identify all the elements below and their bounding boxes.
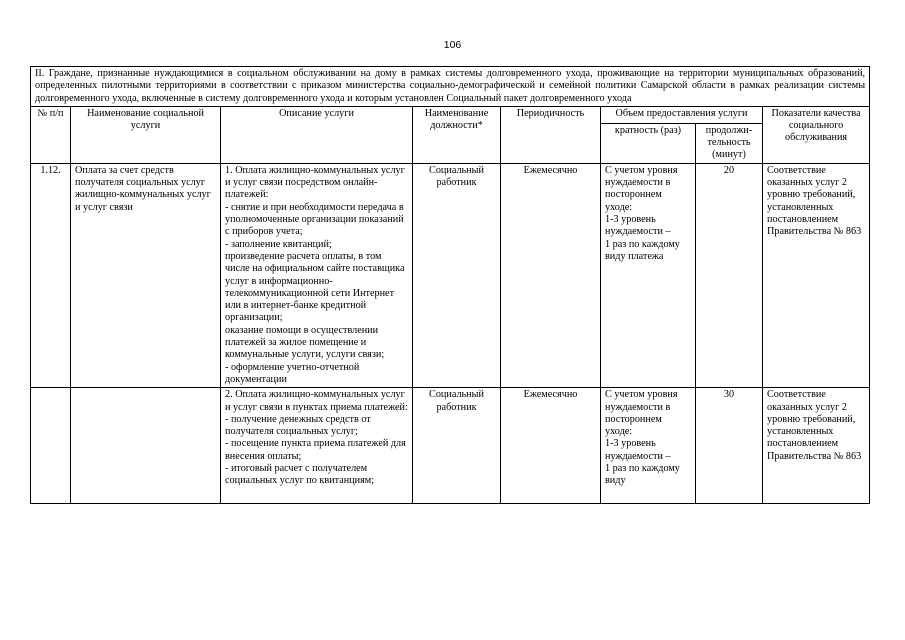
header-duration: продолжи-тельность (минут) [696,123,763,163]
row-description: 2. Оплата жилищно-коммунальных услуг и услуг связи в пунктах приема платежей: - получение денежных средств от получателя социальных услуг; - посещение пункта приема платежей для внесения оплаты; - итоговый расчет с получателем социальных услуг по квитанциям; [221,388,413,504]
header-row-1 [31,106,870,123]
header-position: Наименование должности* [413,106,501,163]
header-volume: Объем предоставления услуги [601,106,763,123]
row-periodicity: Ежемесячно [501,388,601,504]
services-table [30,66,870,504]
row-multiplicity: С учетом уровня нуждаемости в постороннем уходе: 1-3 уровень нуждаемости – 1 раз по каждому виду [601,388,696,504]
header-periodicity: Периодичность [501,106,601,163]
section-row [31,67,870,107]
header-service-name: Наименование социальной услуги [71,106,221,163]
table-row [31,163,870,387]
row-position: Социальный работник [413,388,501,504]
row-duration: 30 [696,388,763,504]
row-multiplicity: С учетом уровня нуждаемости в постороннем уходе: 1-3 уровень нуждаемости – 1 раз по каждому виду платежа [601,163,696,387]
row-periodicity: Ежемесячно [501,163,601,387]
row-num [31,388,71,504]
header-multiplicity: кратность (раз) [601,123,696,163]
row-quality: Соответствие оказанных услуг 2 уровню требований, установленных постановлением Правительства № 863 [763,388,870,504]
row-duration: 20 [696,163,763,387]
section-title: II. Граждане, признанные нуждающимися в социальном обслуживании на дому в рамках системы долговременного ухода, проживающие на территории муниципальных образований, определенных пилотными территориями в соответствии с приказом министерства социально-демографической и семейной политики Самарской области в рамках реализации системы долговременного ухода, включенные в систему долговременного ухода и которым установлен Социальный пакет долговременного ухода [31,67,870,107]
header-num: № п/п [31,106,71,163]
header-description: Описание услуги [221,106,413,163]
table-row [31,388,870,504]
row-service-name: Оплата за счет средств получателя социальных услуг жилищно-коммунальных услуг и услуг связи [71,163,221,387]
row-quality: Соответствие оказанных услуг 2 уровню требований, установленных постановлением Правительства № 863 [763,163,870,387]
row-num: 1.12. [31,163,71,387]
page-number: 106 [443,39,462,51]
row-description: 1. Оплата жилищно-коммунальных услуг и услуг связи посредством онлайн-платежей: - снятие и при необходимости передача в уполномоченные организации показаний с приборов учета; - заполнение квитанций; произведение расчета оплаты, в том числе на официальном сайте поставщика услуг в информационно-телекоммуникационной сети Интернет или в интернет-банке кредитной организации; оказание помощи в осуществлении платежей за жилое помещение и коммунальные услуги, услуги связи; - оформление учетно-отчетной документации [221,163,413,387]
row-service-name [71,388,221,504]
row-position: Социальный работник [413,163,501,387]
header-quality: Показатели качества социального обслуживания [763,106,870,163]
